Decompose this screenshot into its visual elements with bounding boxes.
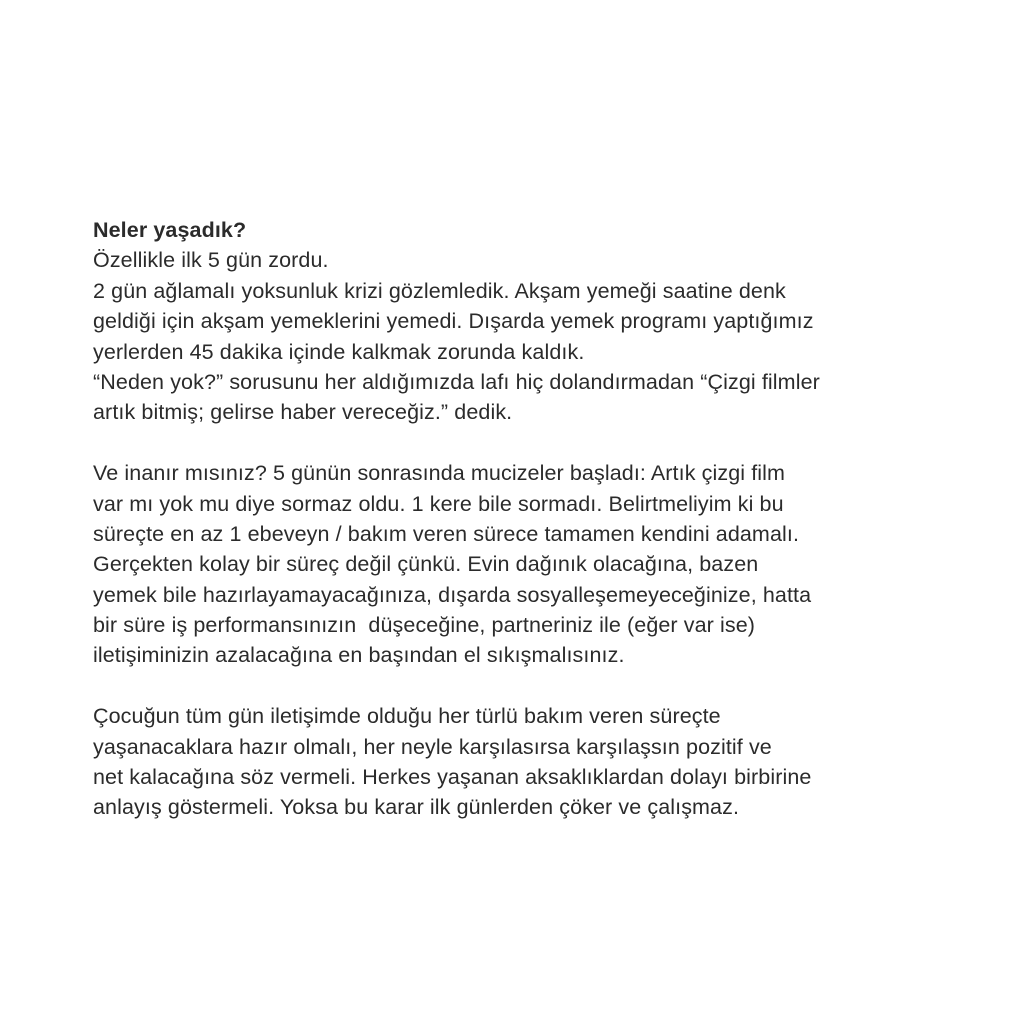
paragraph-spacer [93, 671, 993, 701]
paragraph-3 [93, 701, 993, 823]
paragraph-line: artık bitmiş; gelirse haber vereceğiz.” dedik. [93, 400, 513, 425]
paragraph-line: var mı yok mu diye sormaz oldu. 1 kere bile sormadı. Belirtmeliyim ki bu [93, 491, 784, 516]
paragraph-line: yemek bile hazırlayamayacağınıza, dışarda sosyalleşemeyeceğinize, hatta [93, 582, 812, 607]
section-heading: Neler yaşadık? [93, 218, 247, 242]
paragraph-line: süreçte en az 1 ebeveyn / bakım veren sürece tamamen kendini adamalı. [93, 521, 800, 546]
article-body [93, 215, 993, 823]
paragraph-1 [93, 245, 993, 427]
paragraph-line: yerlerden 45 dakika içinde kalkmak zorunda kaldık. [93, 339, 585, 364]
paragraph-line: net kalacağına söz vermeli. Herkes yaşanan aksaklıklardan dolayı birbirine [93, 765, 812, 790]
paragraph-line: 2 gün ağlamalı yoksunluk krizi gözlemledik. Akşam yemeği saatine denk [93, 278, 786, 303]
paragraph-line: bir süre iş performansınızın düşeceğine, partneriniz ile (eğer var ise) [93, 613, 756, 638]
paragraph-line: geldiği için akşam yemeklerini yemedi. Dışarda yemek programı yaptığımız [93, 309, 814, 334]
paragraph-line: Gerçekten kolay bir süreç değil çünkü. Evin dağınık olacağına, bazen [93, 552, 759, 577]
paragraph-line: yaşanacaklara hazır olmalı, her neyle karşılasırsa karşılaşsın pozitif ve [93, 734, 772, 759]
paragraph-line: Ve inanır mısınız? 5 günün sonrasında mucizeler başladı: Artık çizgi film [93, 461, 786, 486]
paragraph-line: anlayış göstermeli. Yoksa bu karar ilk günlerden çöker ve çalışmaz. [93, 795, 740, 820]
paragraph-line: Özellikle ilk 5 gün zordu. [93, 248, 329, 273]
paragraph-line: iletişiminizin azalacağına en başından el sıkışmalısınız. [93, 643, 625, 668]
paragraph-spacer [93, 428, 993, 458]
paragraph-line: Çocuğun tüm gün iletişimde olduğu her türlü bakım veren süreçte [93, 704, 721, 729]
paragraph-2 [93, 458, 993, 671]
paragraph-line: “Neden yok?” sorusunu her aldığımızda lafı hiç dolandırmadan “Çizgi filmler [93, 369, 820, 394]
